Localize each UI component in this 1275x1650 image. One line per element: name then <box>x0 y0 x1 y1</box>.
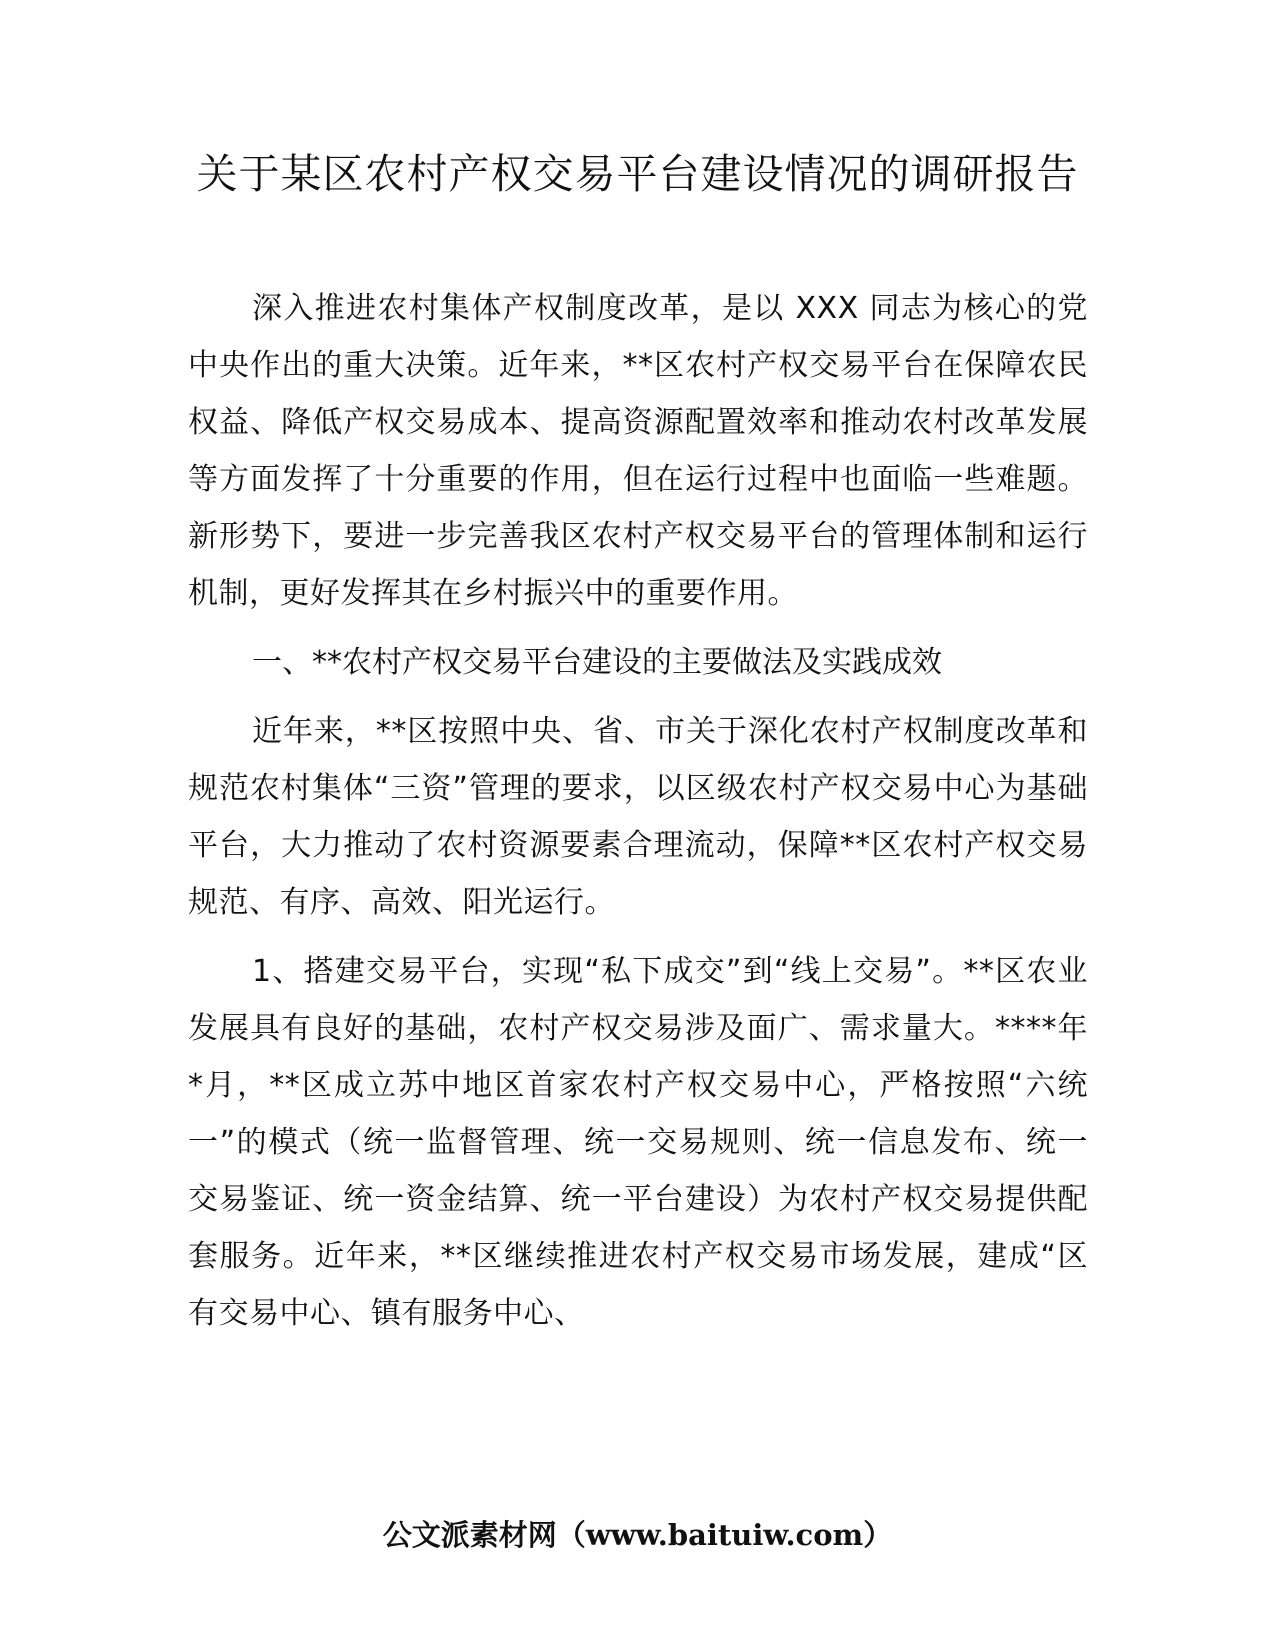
document-title: 关于某区农村产权交易平台建设情况的调研报告 <box>196 150 1079 198</box>
paragraph-intro: 深入推进农村集体产权制度改革，是以 XXX 同志为核心的党中央作出的重大决策。近年来，**区农村产权交易平台在保障农民权益、降低产权交易成本、提高资源配置效率和推动农村改革发展等方面发挥了十分重要的作用，但在运行过程中也面临一些难题。新形势下，要进一步完善我区农村产权交易平台的管理体制和运行机制，更好发挥其在乡村振兴中的重要作用。 <box>188 291 1088 611</box>
footer-watermark: 公文派素材网（www.baituiw.com） <box>382 1518 893 1552</box>
document-body <box>188 280 1088 1354</box>
section-heading-1: 一、**农村产权交易平台建设的主要做法及实践成效 <box>252 645 942 680</box>
paragraph-section-1-overview: 近年来，**区按照中央、省、市关于深化农村产权制度改革和规范农村集体“三资”管理的要求，以区级农村产权交易中心为基础平台，大力推动了农村资源要素合理流动，保障**区农村产权交易规范、有序、高效、阳光运行。 <box>188 714 1088 920</box>
paragraph-item-1: 1、搭建交易平台，实现“私下成交”到“线上交易”。**区农业发展具有良好的基础，农村产权交易涉及面广、需求量大。****年*月，**区成立苏中地区首家农村产权交易中心，严格按照“六统一”的模式（统一监督管理、统一交易规则、统一信息发布、统一交易鉴证、统一资金结算、统一平台建设）为农村产权交易提供配套服务。近年来，**区继续推进农村产权交易市场发展，建成“区有交易中心、镇有服务中心、 <box>188 954 1088 1331</box>
